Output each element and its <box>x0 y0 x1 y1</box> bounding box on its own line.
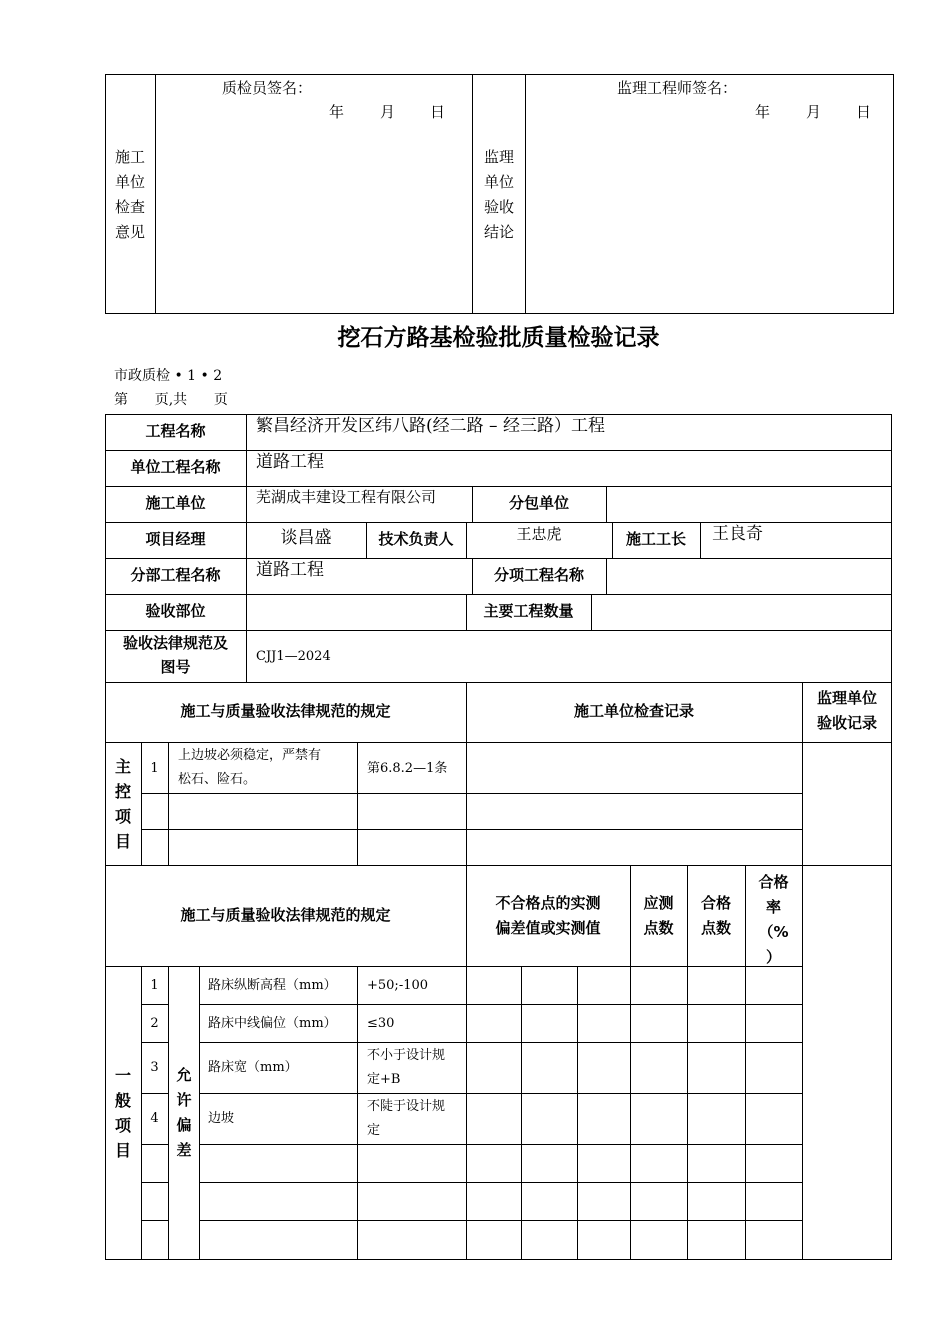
divider <box>141 1220 168 1221</box>
divider <box>105 486 892 487</box>
main-control-label: 主 控 项 目 <box>114 757 131 851</box>
divider <box>591 594 592 630</box>
supervisor-record-header: 监理单位 <box>816 689 877 707</box>
item-name: 路床中线偏位（mm） <box>208 1016 337 1031</box>
date-year: 年 <box>755 103 771 121</box>
divider <box>700 522 701 558</box>
main-record-header: 施工单位检查记录 <box>573 702 694 720</box>
item-requirement: 松石、险石。 <box>178 772 257 787</box>
divider <box>199 1093 802 1094</box>
main-spec-header: 施工与质量验收法律规范的规定 <box>180 702 391 720</box>
item-number: 1 <box>150 978 159 993</box>
item-clause: 第6.8.2—1条 <box>367 761 448 776</box>
divider <box>199 966 200 1260</box>
divider <box>521 966 522 1260</box>
divider <box>105 742 892 743</box>
project-manager-value: 谈昌盛 <box>280 528 332 548</box>
item-name: 路床纵断高程（mm） <box>208 978 337 993</box>
standard-value: CJJ1—2024 <box>256 649 331 664</box>
project-name-value: 繁昌经济开发区纬八路(经二路 – 经三路）工程 <box>256 416 605 436</box>
division-label: 分部工程名称 <box>130 566 221 584</box>
divider <box>199 1144 802 1145</box>
date-day: 日 <box>856 103 872 121</box>
tech-lead-value: 王忠虎 <box>516 525 562 543</box>
divider <box>141 829 802 830</box>
subdivision-label: 分项工程名称 <box>493 566 584 584</box>
divider <box>141 742 142 866</box>
item-tolerance: 不小于设计规 <box>367 1048 446 1063</box>
item-number: 2 <box>150 1016 159 1031</box>
date-month: 月 <box>380 103 396 121</box>
item-tolerance: 定 <box>367 1123 381 1138</box>
divider <box>199 1220 802 1221</box>
divider <box>802 682 803 866</box>
divider <box>199 1042 802 1043</box>
general-spec-header: 施工与质量验收法律规范的规定 <box>180 906 391 924</box>
project-manager-label: 项目经理 <box>145 530 206 548</box>
divider <box>168 966 169 1260</box>
date-month: 月 <box>806 103 822 121</box>
divider <box>472 74 473 314</box>
foreman-label: 施工工长 <box>625 530 686 548</box>
pass-rate-header: 合格 率 （% ） <box>758 873 789 966</box>
standard-label: 验收法律规范及 <box>122 634 228 652</box>
divider <box>105 522 892 523</box>
divider <box>105 594 892 595</box>
supervision-conclusion-label: 监理 单位 验收 结论 <box>483 148 514 241</box>
main-quantity-label: 主要工程数量 <box>483 602 574 620</box>
project-name-label: 工程名称 <box>145 422 206 440</box>
should-measure-header: 点数 <box>643 919 674 937</box>
item-number: 4 <box>150 1111 159 1126</box>
deviation-header: 偏差值或实测值 <box>495 919 601 937</box>
document-title: 挖石方路基检验批质量检验记录 <box>337 325 660 351</box>
inspector-signature-label: 质检员签名： <box>222 79 313 97</box>
subcontractor-label: 分包单位 <box>508 494 569 512</box>
divider <box>199 1004 802 1005</box>
supervisor-record-header: 验收记录 <box>816 714 877 732</box>
construction-opinion-label: 施工 单位 检查 意见 <box>114 148 145 241</box>
divider <box>246 414 247 683</box>
pass-points-header: 点数 <box>700 919 731 937</box>
divider <box>105 630 892 631</box>
pass-points-header: 合格 <box>700 894 731 912</box>
divider <box>357 966 358 1260</box>
item-tolerance: +50;-100 <box>367 978 429 993</box>
item-requirement: 上边坡必须稳定，严禁有 <box>178 748 322 763</box>
tech-lead-label: 技术负责人 <box>378 530 454 548</box>
tolerance-label: 允 许 偏 差 <box>176 1066 192 1159</box>
item-tolerance: 定+B <box>367 1072 401 1087</box>
divider <box>357 742 358 866</box>
engineer-signature-label: 监理工程师签名： <box>617 79 738 97</box>
item-name: 路床宽（mm） <box>208 1060 298 1075</box>
contractor-value: 芜湖成丰建设工程有限公司 <box>256 488 437 506</box>
divider <box>141 1042 168 1043</box>
item-name: 边坡 <box>208 1111 235 1126</box>
divider <box>105 558 892 559</box>
division-value: 道路工程 <box>256 560 324 580</box>
date-day: 日 <box>430 103 446 121</box>
contractor-label: 施工单位 <box>145 494 206 512</box>
date-year: 年 <box>329 103 345 121</box>
item-tolerance: ≤30 <box>367 1016 395 1031</box>
divider <box>802 865 803 1260</box>
general-items-label: 一 般 项 目 <box>114 1066 131 1160</box>
should-measure-header: 应测 <box>643 894 674 912</box>
divider <box>525 74 526 314</box>
acceptance-part-label: 验收部位 <box>145 602 206 620</box>
foreman-value: 王良奇 <box>712 524 763 544</box>
standard-label: 图号 <box>160 658 191 676</box>
divider <box>155 74 156 314</box>
form-code: 市政质检 • 1 • 2 <box>114 368 223 384</box>
divider <box>168 742 169 866</box>
divider <box>141 1093 168 1094</box>
divider <box>141 1182 168 1183</box>
divider <box>141 1144 168 1145</box>
divider <box>606 486 607 522</box>
item-number: 3 <box>150 1060 159 1075</box>
unit-project-value: 道路工程 <box>256 452 324 472</box>
page-number-line: 第 页,共 页 <box>114 392 228 408</box>
item-number: 1 <box>150 761 159 776</box>
divider <box>141 1004 168 1005</box>
divider <box>606 558 607 594</box>
divider <box>105 450 892 451</box>
deviation-header: 不合格点的实测 <box>495 894 601 912</box>
unit-project-label: 单位工程名称 <box>130 458 221 476</box>
divider <box>577 966 578 1260</box>
divider <box>105 966 803 967</box>
divider <box>199 1182 802 1183</box>
item-tolerance: 不陡于设计规 <box>367 1099 446 1114</box>
divider <box>141 793 802 794</box>
